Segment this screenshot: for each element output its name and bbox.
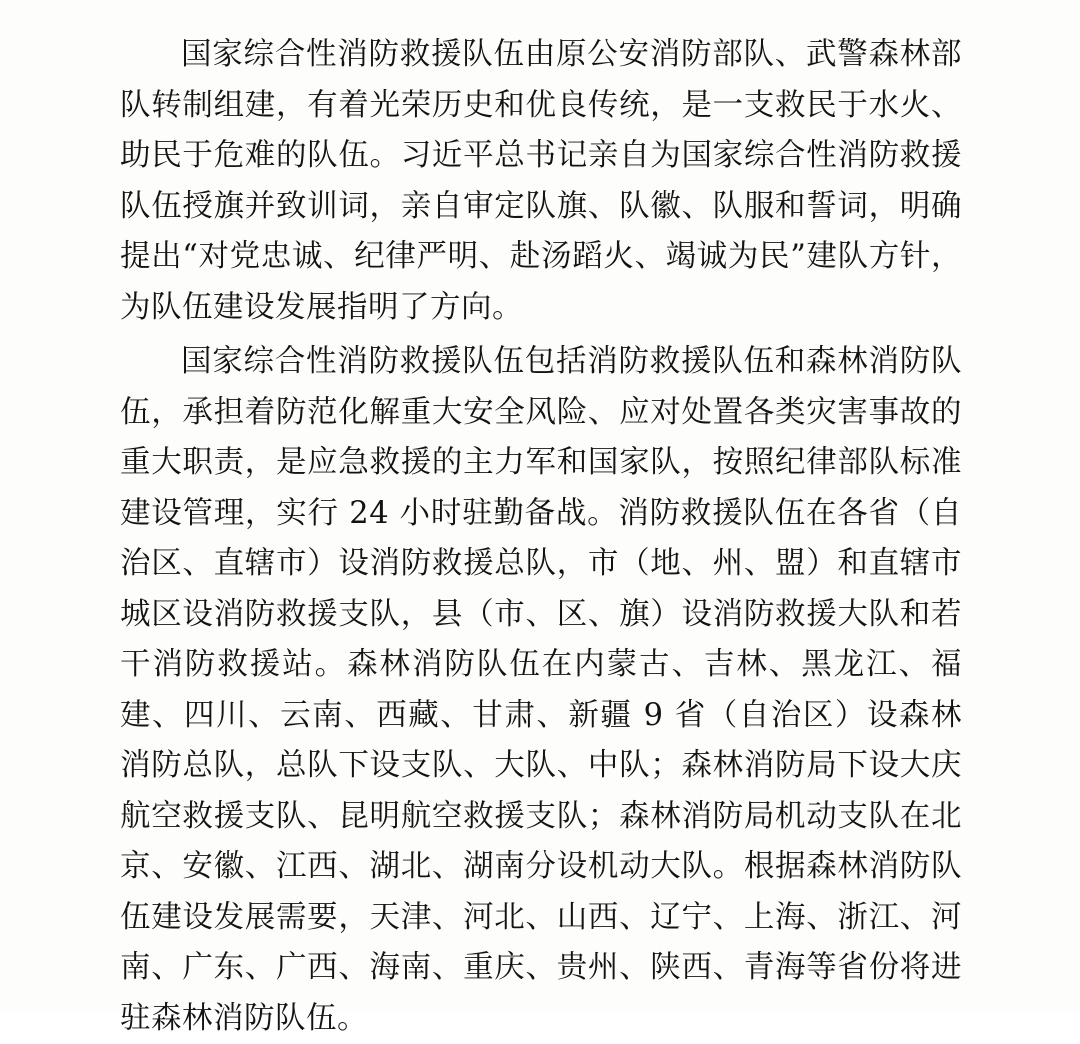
- document-body: [120, 30, 962, 1044]
- paragraph-1: 国家综合性消防救援队伍由原公安消防部队、武警森林部队转制组建，有着光荣历史和优良传统，是一支救民于水火、助民于危难的队伍。习近平总书记亲自为国家综合性消防救援队伍授旗并致训词，亲自审定队旗、队徽、队服和誓词，明确提出“对党忠诚、纪律严明、赴汤蹈火、竭诚为民”建队方针，为队伍建设发展指明了方向。: [120, 37, 962, 325]
- paragraph-2: 国家综合性消防救援队伍包括消防救援队伍和森林消防队伍，承担着防范化解重大安全风险、应对处置各类灾害事故的重大职责，是应急救援的主力军和国家队，按照纪律部队标准建设管理，实行 24 小时驻勤备战。消防救援队伍在各省（自治区、直辖市）设消防救援总队，市（地、州、盟）和直辖市城区设消防救援支队，县（市、区、旗）设消防救援大队和若干消防救援站。森林消防队伍在内蒙古、吉林、黑龙江、福建、四川、云南、西藏、甘肃、新疆 9 省（自治区）设森林消防总队，总队下设支队、大队、中队；森林消防局下设大庆航空救援支队、昆明航空救援支队；森林消防局机动支队在北京、安徽、江西、湖北、湖南分设机动大队。根据森林消防队伍建设发展需要，天津、河北、山西、辽宁、上海、浙江、河南、广东、广西、海南、重庆、贵州、陕西、青海等省份将进驻森林消防队伍。: [120, 344, 962, 1036]
